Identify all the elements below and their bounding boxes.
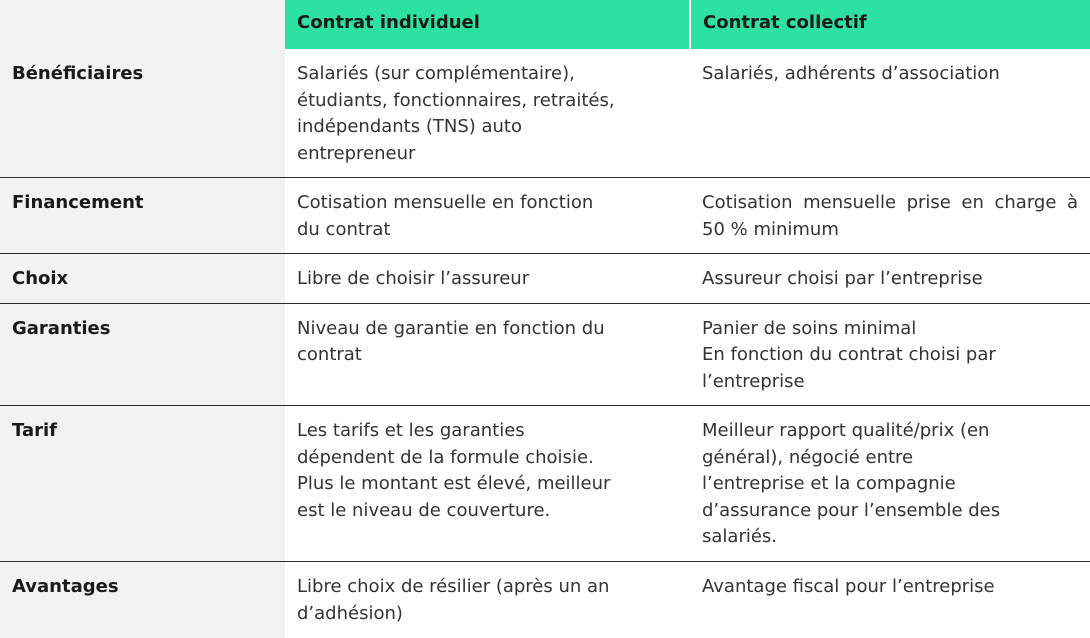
column-header-individuel: Contrat individuel bbox=[285, 0, 690, 49]
cell-line: est le niveau de couverture. bbox=[297, 499, 551, 521]
cell-line: Les tarifs et les garanties bbox=[297, 420, 525, 441]
cell-collectif bbox=[690, 562, 1090, 638]
row-label-financement: Financement bbox=[0, 178, 285, 254]
table-row bbox=[0, 562, 1090, 638]
cell-line: Libre choix de résilier (après un an bbox=[297, 576, 610, 597]
table-header-row bbox=[0, 0, 1090, 49]
cell-line: étudiants, fonctionnaires, retraités, bbox=[297, 89, 615, 111]
cell-line: Assureur choisi par l’entreprise bbox=[702, 268, 983, 289]
cell-line: Avantage fiscal pour l’entreprise bbox=[702, 576, 995, 597]
cell-collectif bbox=[690, 406, 1090, 562]
row-label-avantages: Avantages bbox=[0, 562, 285, 638]
cell-line: général), négocié entre bbox=[702, 446, 914, 468]
cell-collectif bbox=[690, 303, 1090, 406]
row-label-garanties: Garanties bbox=[0, 303, 285, 406]
cell-line: Panier de soins minimal bbox=[702, 317, 917, 339]
cell-line: d’assurance pour l’ensemble des bbox=[702, 499, 1001, 521]
cell-line: Libre de choisir l’assureur bbox=[297, 268, 530, 289]
cell-line: dépendent de la formule choisie. bbox=[297, 446, 594, 468]
cell-line: En fonction du contrat choisi par bbox=[702, 344, 996, 365]
header-corner bbox=[0, 0, 285, 49]
row-label-beneficiaires: Bénéficiaires bbox=[0, 49, 285, 178]
cell-line: Cotisation mensuelle en fonction bbox=[297, 192, 594, 213]
cell-individuel bbox=[285, 254, 690, 304]
row-label-choix: Choix bbox=[0, 254, 285, 304]
cell-individuel bbox=[285, 178, 690, 254]
cell-individuel bbox=[285, 406, 690, 562]
table-row bbox=[0, 178, 1090, 254]
cell-individuel bbox=[285, 562, 690, 638]
cell-individuel bbox=[285, 303, 690, 406]
cell-line: contrat bbox=[297, 344, 362, 365]
table-row bbox=[0, 303, 1090, 406]
cell-line: l’entreprise bbox=[702, 370, 805, 392]
cell-line: indépendants (TNS) auto bbox=[297, 116, 522, 137]
cell-line: salariés. bbox=[702, 526, 778, 547]
cell-line: entrepreneur bbox=[297, 142, 416, 164]
row-label-tarif: Tarif bbox=[0, 406, 285, 562]
table-row bbox=[0, 254, 1090, 304]
cell-collectif bbox=[690, 254, 1090, 304]
cell-individuel bbox=[285, 49, 690, 178]
cell-collectif bbox=[690, 49, 1090, 178]
cell-line: Niveau de garantie en fonction du bbox=[297, 317, 605, 339]
cell-line: du contrat bbox=[297, 218, 391, 240]
table-row bbox=[0, 49, 1090, 178]
cell-line: Salariés (sur complémentaire), bbox=[297, 63, 575, 84]
cell-collectif: Cotisation mensuelle prise en charge à 50 % minimum bbox=[690, 178, 1090, 254]
cell-line: Meilleur rapport qualité/prix (en bbox=[702, 420, 990, 441]
cell-line: Plus le montant est élevé, meilleur bbox=[297, 473, 611, 494]
cell-line: Salariés, adhérents d’association bbox=[702, 63, 1000, 84]
cell-line: l’entreprise et la compagnie bbox=[702, 473, 956, 494]
table-row bbox=[0, 406, 1090, 562]
column-header-collectif: Contrat collectif bbox=[690, 0, 1090, 49]
cell-line: d’adhésion) bbox=[297, 602, 403, 624]
